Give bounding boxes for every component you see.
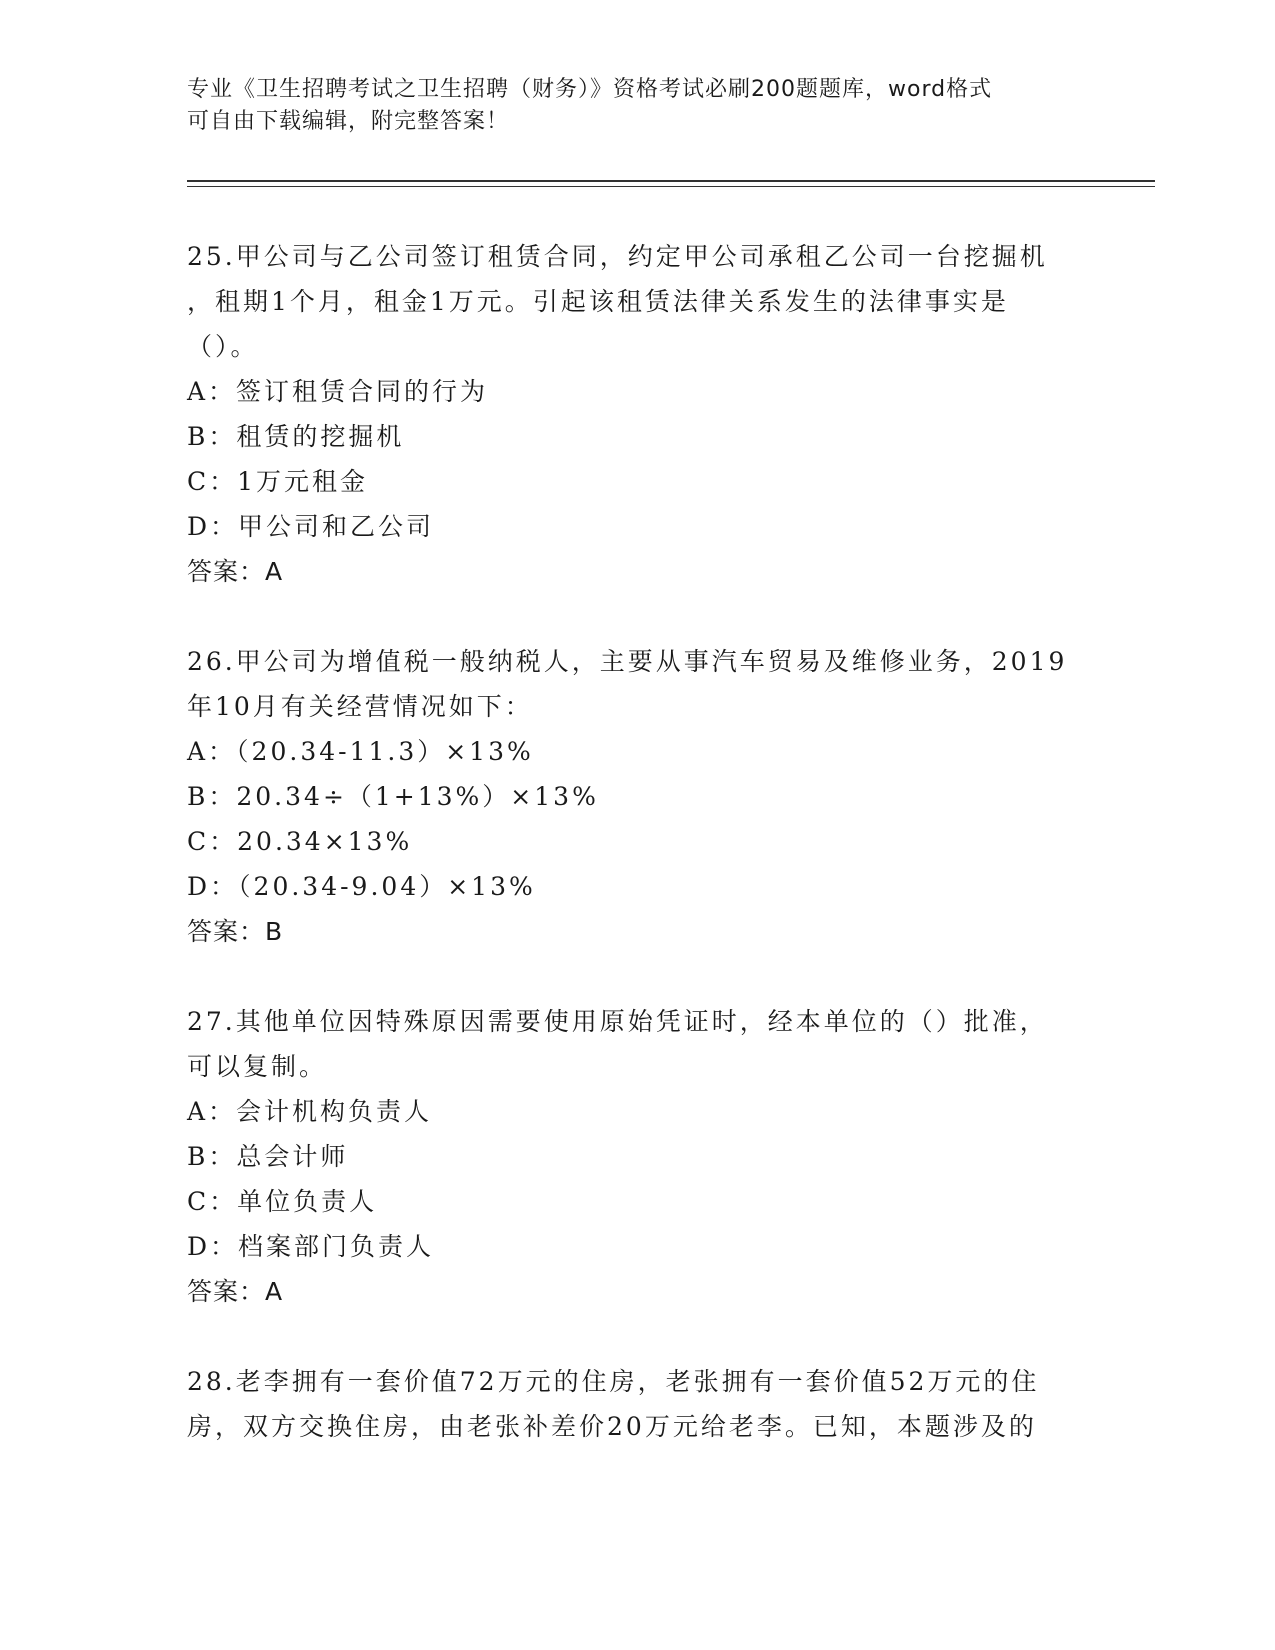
header-line-2: 可自由下载编辑，附完整答案！	[187, 109, 510, 134]
header-divider-thick	[187, 180, 1155, 182]
option-d: D：（20.34-9.04）×13%	[187, 872, 536, 901]
question-28	[187, 1359, 1087, 1449]
option-d: D：档案部门负责人	[187, 1232, 435, 1261]
answer-label: 答案：A	[187, 1277, 284, 1306]
option-a: A：（20.34-11.3）×13%	[187, 737, 534, 766]
answer-label: 答案：B	[187, 917, 284, 946]
option-b: B：20.34÷（1+13%）×13%	[187, 782, 599, 811]
question-list	[187, 234, 1087, 1494]
question-stem-line: 年10月有关经营情况如下：	[187, 692, 533, 721]
question-stem-line: 房，双方交换住房，由老张补差价20万元给老李。已知，本题涉及的	[187, 1412, 1037, 1441]
question-25	[187, 234, 1087, 594]
option-c: C：20.34×13%	[187, 827, 413, 856]
question-stem-line: 26.甲公司为增值税一般纳税人，主要从事汽车贸易及维修业务，2019	[187, 647, 1068, 676]
question-stem-line: 28.老李拥有一套价值72万元的住房，老张拥有一套价值52万元的住	[187, 1367, 1040, 1396]
option-a: A：会计机构负责人	[187, 1097, 433, 1126]
question-27	[187, 999, 1087, 1314]
option-c: C：单位负责人	[187, 1187, 378, 1216]
option-c: C：1万元租金	[187, 467, 369, 496]
question-stem-line: 27.其他单位因特殊原因需要使用原始凭证时，经本单位的（）批准，	[187, 1007, 1048, 1036]
answer-label: 答案：A	[187, 557, 284, 586]
question-26	[187, 639, 1087, 954]
option-d: D：甲公司和乙公司	[187, 512, 435, 541]
question-stem-line: 可以复制。	[187, 1052, 328, 1081]
option-b: B：总会计师	[187, 1142, 349, 1171]
option-b: B：租赁的挖掘机	[187, 422, 405, 451]
page-header	[187, 74, 1087, 138]
header-divider-thin	[187, 186, 1155, 187]
option-a: A：签订租赁合同的行为	[187, 377, 489, 406]
question-stem-line: ，租期1个月，租金1万元。引起该租赁法律关系发生的法律事实是	[187, 287, 1009, 316]
question-stem-line: （）。	[187, 332, 259, 361]
question-stem-line: 25.甲公司与乙公司签订租赁合同，约定甲公司承租乙公司一台挖掘机	[187, 242, 1048, 271]
header-line-1: 专业《卫生招聘考试之卫生招聘（财务）》资格考试必刷200题题库，word格式	[187, 77, 993, 102]
